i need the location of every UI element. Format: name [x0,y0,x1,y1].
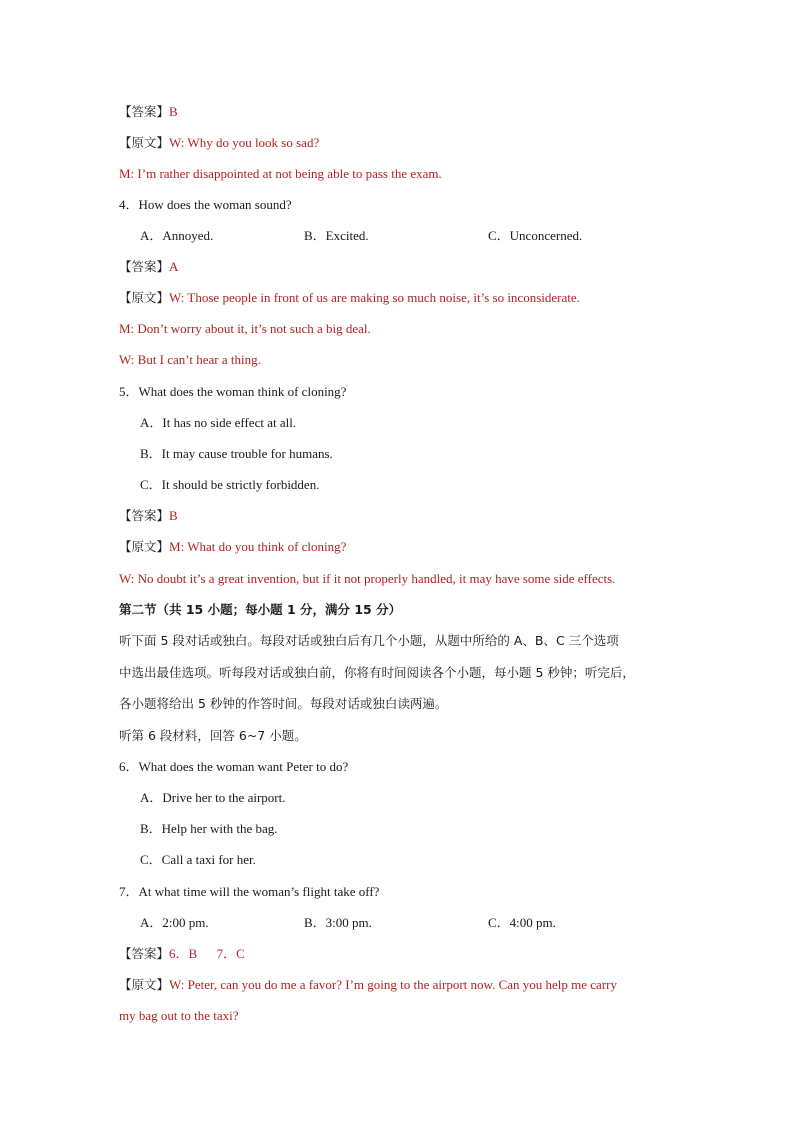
question-4: 4．How does the woman sound? [119,197,292,212]
option-b: B．3:00 pm. [304,915,372,930]
original-tag: 【原文】 [119,977,170,992]
answer-line [119,945,245,963]
option-a: A．Drive her to the airport. [140,790,286,805]
original-text-line [119,976,617,994]
answer-value: A [169,259,179,274]
transcript-line: W: Peter, can you do me a favor? I’m going to the airport now. Can you help me carry [169,977,617,992]
transcript-line: W: No doubt it’s a great invention, but if it not properly handled, it may have some side effects. [119,571,616,586]
instructions-line: 听下面 5 段对话或独白。每段对话或独白后有几个小题，从题中所给的 A、B、C 三个选项 [119,633,619,648]
question-7: 7．At what time will the woman’s flight take off? [119,884,380,899]
transcript-line: my bag out to the taxi? [119,1008,239,1023]
answer-line [119,507,178,525]
instructions-line: 中选出最佳选项。听每段对话或独白前，你将有时间阅读各个小题，每小题 5 秒钟；听完后， [119,665,635,680]
answer-tag: 【答案】 [119,508,170,523]
answer-value: B [169,508,178,523]
question-6: 6．What does the woman want Peter to do? [119,759,349,774]
answer-value: B [169,104,178,119]
answer-value: 6．B 7．C [169,946,245,961]
answer-line [119,258,178,276]
answer-tag: 【答案】 [119,946,170,961]
section-heading: 第二节（共 15 小题；每小题 1 分，满分 15 分） [119,602,402,617]
option-c: C．Call a taxi for her. [140,852,256,867]
transcript-line: M: I’m rather disappointed at not being able to pass the exam. [119,166,442,181]
original-tag: 【原文】 [119,135,170,150]
option-b: B．It may cause trouble for humans. [140,446,333,461]
option-b: B．Excited. [304,228,369,243]
option-a: A．Annoyed. [140,228,214,243]
transcript-line: M: Don’t worry about it, it’s not such a big deal. [119,321,371,336]
option-a: A．2:00 pm. [140,915,209,930]
answer-tag: 【答案】 [119,259,170,274]
original-text-line [119,134,319,152]
original-text-line [119,289,580,307]
option-c: C．It should be strictly forbidden. [140,477,320,492]
transcript-line: W: Why do you look so sad? [169,135,320,150]
material-line: 听第 6 段材料，回答 6~7 小题。 [119,728,307,743]
original-tag: 【原文】 [119,539,170,554]
transcript-line: W: Those people in front of us are making so much noise, it’s so inconsiderate. [169,290,580,305]
instructions-line: 各小题将给出 5 秒钟的作答时间。每段对话或独白读两遍。 [119,696,448,711]
transcript-line: W: But I can’t hear a thing. [119,352,261,367]
option-c: C．Unconcerned. [488,228,583,243]
answer-line [119,103,178,121]
original-text-line [119,538,346,556]
transcript-line: M: What do you think of cloning? [169,539,347,554]
option-b: B．Help her with the bag. [140,821,278,836]
answer-tag: 【答案】 [119,104,170,119]
option-a: A．It has no side effect at all. [140,415,297,430]
option-c: C．4:00 pm. [488,915,556,930]
question-5: 5．What does the woman think of cloning? [119,384,347,399]
original-tag: 【原文】 [119,290,170,305]
